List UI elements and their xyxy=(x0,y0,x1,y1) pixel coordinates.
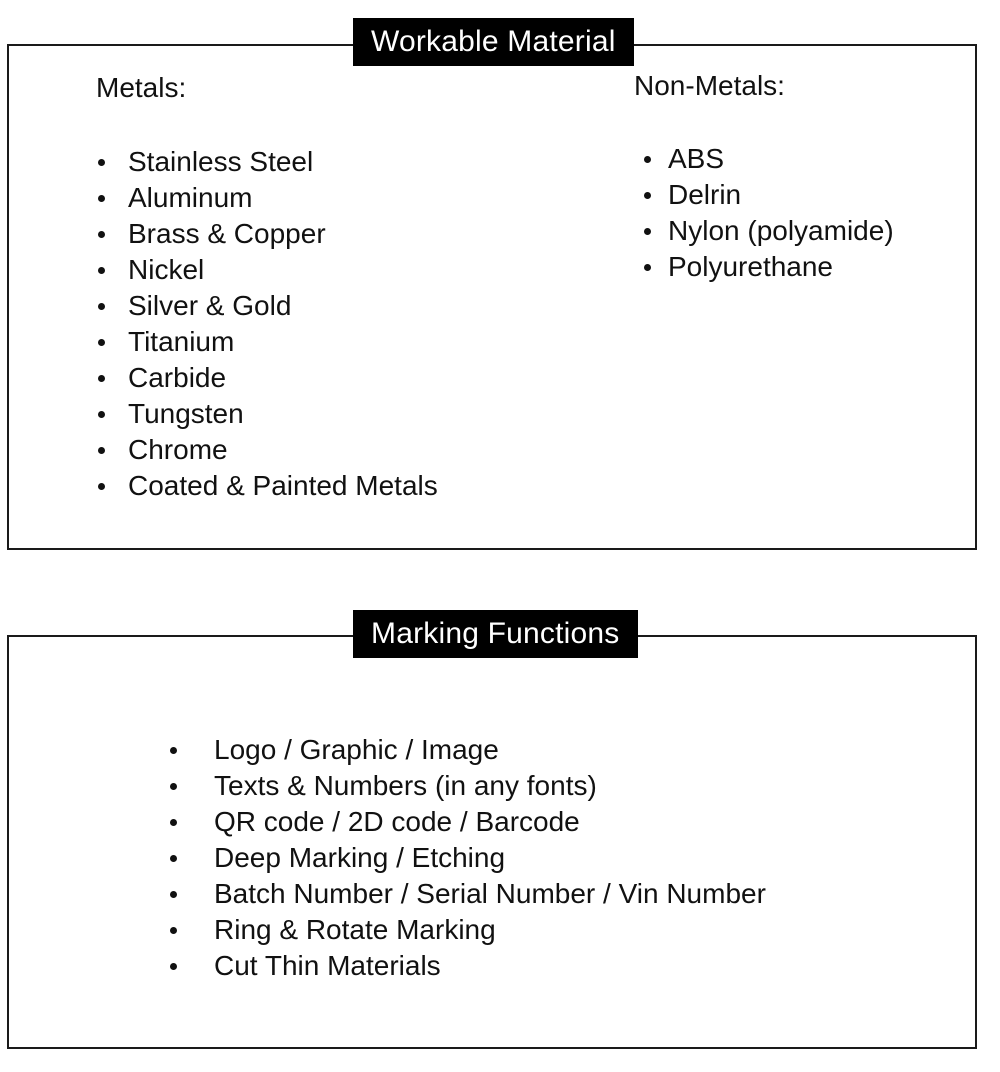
list-item-label: QR code / 2D code / Barcode xyxy=(214,806,580,837)
bullet-icon xyxy=(98,447,105,454)
list-item-label: Chrome xyxy=(128,434,228,465)
marking-functions-title: Marking Functions xyxy=(353,610,638,658)
list-item xyxy=(96,468,438,504)
non-metals-heading: Non-Metals: xyxy=(634,70,785,101)
list-item-label: Batch Number / Serial Number / Vin Number xyxy=(214,878,766,909)
list-item-label: Deep Marking / Etching xyxy=(214,842,506,873)
bullet-icon xyxy=(98,267,105,274)
bullet-icon xyxy=(98,375,105,382)
bullet-icon xyxy=(170,819,177,826)
list-item-label: Carbide xyxy=(128,362,227,393)
list-item xyxy=(96,144,438,180)
bullet-icon xyxy=(98,159,105,166)
bullet-icon xyxy=(98,303,105,310)
list-item xyxy=(168,876,766,912)
list-item xyxy=(96,180,438,216)
list-item xyxy=(642,249,894,285)
metals-list xyxy=(96,144,438,504)
metals-heading: Metals: xyxy=(96,72,187,103)
bullet-icon xyxy=(170,747,177,754)
marking-functions-list xyxy=(168,732,766,984)
bullet-icon xyxy=(98,339,105,346)
list-item xyxy=(96,360,438,396)
bullet-icon xyxy=(644,192,651,199)
bullet-icon xyxy=(170,783,177,790)
list-item-label: Nylon (polyamide) xyxy=(668,215,894,246)
list-item-label: Ring & Rotate Marking xyxy=(214,914,496,945)
bullet-icon xyxy=(98,483,105,490)
bullet-icon xyxy=(98,411,105,418)
list-item-label: Stainless Steel xyxy=(128,146,314,177)
bullet-icon xyxy=(170,927,177,934)
list-item xyxy=(96,396,438,432)
list-item-label: Texts & Numbers (in any fonts) xyxy=(214,770,597,801)
bullet-icon xyxy=(170,855,177,862)
bullet-icon xyxy=(170,963,177,970)
bullet-icon xyxy=(644,264,651,271)
list-item-label: Aluminum xyxy=(128,182,253,213)
list-item xyxy=(168,912,766,948)
list-item xyxy=(96,432,438,468)
bullet-icon xyxy=(98,231,105,238)
non-metals-list xyxy=(642,141,894,285)
list-item xyxy=(96,324,438,360)
list-item xyxy=(642,177,894,213)
list-item xyxy=(642,213,894,249)
list-item-label: Silver & Gold xyxy=(128,290,292,321)
list-item-label: Titanium xyxy=(128,326,235,357)
bullet-icon xyxy=(644,156,651,163)
list-item-label: ABS xyxy=(668,143,725,174)
bullet-icon xyxy=(644,228,651,235)
list-item xyxy=(96,252,438,288)
list-item-label: Coated & Painted Metals xyxy=(128,470,438,501)
list-item xyxy=(168,948,766,984)
list-item-label: Tungsten xyxy=(128,398,244,429)
workable-material-title: Workable Material xyxy=(353,18,634,66)
list-item-label: Nickel xyxy=(128,254,205,285)
list-item-label: Polyurethane xyxy=(668,251,834,282)
list-item xyxy=(168,732,766,768)
bullet-icon xyxy=(98,195,105,202)
list-item-label: Cut Thin Materials xyxy=(214,950,441,981)
list-item-label: Delrin xyxy=(668,179,742,210)
list-item xyxy=(96,216,438,252)
list-item-label: Brass & Copper xyxy=(128,218,326,249)
list-item xyxy=(96,288,438,324)
list-item xyxy=(168,840,766,876)
list-item xyxy=(642,141,894,177)
list-item xyxy=(168,768,766,804)
list-item-label: Logo / Graphic / Image xyxy=(214,734,499,765)
list-item xyxy=(168,804,766,840)
bullet-icon xyxy=(170,891,177,898)
